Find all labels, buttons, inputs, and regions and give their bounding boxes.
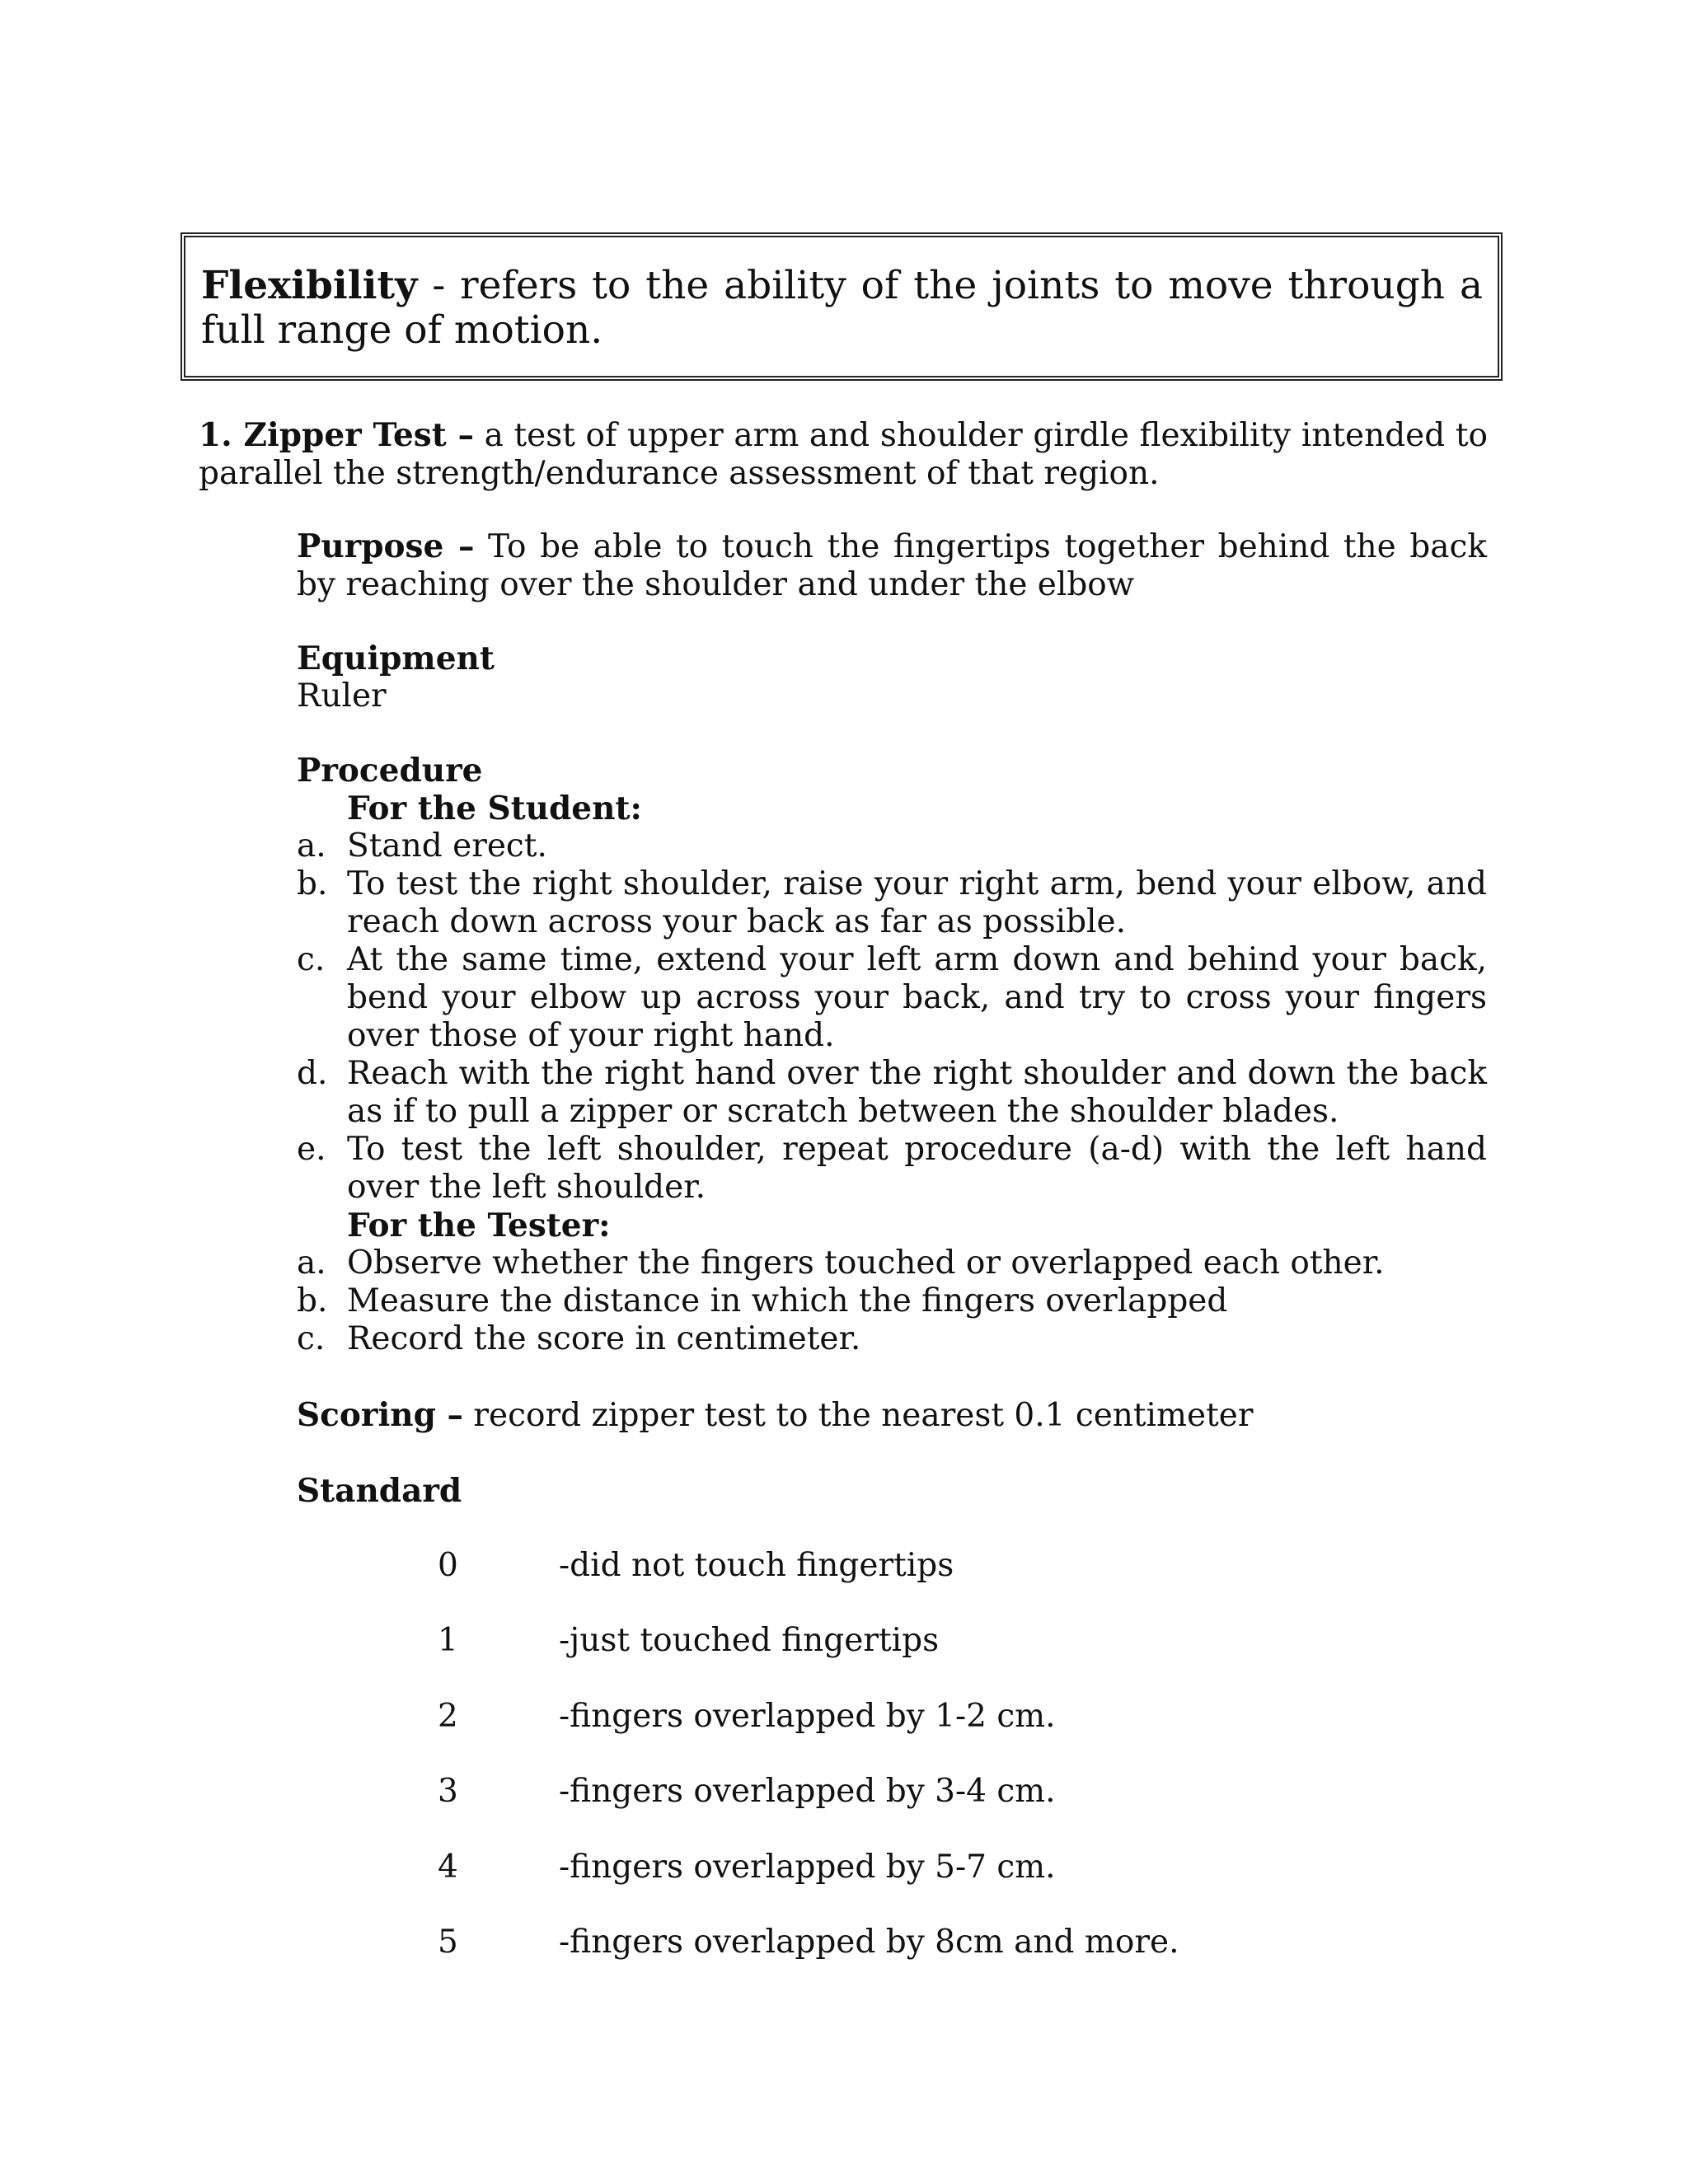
tester-label: For the Tester:	[347, 1207, 611, 1244]
test-description: a test of upper arm and shoulder girdle flexibility intended to parallel the strength/endurance assessment of that region.	[199, 417, 1488, 492]
standard-description: -did not touch fingertips	[559, 1547, 954, 1584]
standard-score: 4	[438, 1849, 458, 1886]
definition-text: - refers to the ability of the joints to move through a full range of motion.	[201, 263, 1483, 353]
procedure-label: Procedure	[297, 752, 483, 790]
equipment-label: Equipment	[297, 640, 495, 677]
step-text: Record the score in centimeter.	[347, 1320, 861, 1357]
standard-score: 1	[438, 1622, 458, 1659]
step-text: To test the right shoulder, raise your right arm, bend your elbow, and reach down across your back as far as possible.	[347, 865, 1487, 940]
definition-term: Flexibility	[201, 263, 418, 308]
purpose-label: Purpose –	[297, 527, 475, 565]
list-marker: e.	[297, 1131, 326, 1168]
list-item	[297, 941, 1487, 1055]
student-label: For the Student:	[347, 790, 642, 827]
zipper-test-heading	[199, 416, 1488, 493]
test-title: 1. Zipper Test –	[199, 416, 475, 454]
list-item	[297, 1320, 1487, 1358]
purpose-text: To be able to touch the fingertips together behind the back by reaching over the shoulder and under the elbow	[297, 528, 1487, 603]
step-text: Observe whether the fingers touched or overlapped each other.	[347, 1244, 1385, 1282]
list-item	[297, 1244, 1487, 1282]
scoring-text: record zipper test to the nearest 0.1 centimeter	[463, 1397, 1254, 1434]
step-text: At the same time, extend your left arm down and behind your back, bend your elbow up across your back, and try to cross your fingers over those of your right hand.	[347, 941, 1487, 1054]
standard-description: -fingers overlapped by 5-7 cm.	[559, 1849, 1056, 1886]
standard-description: -fingers overlapped by 3-4 cm.	[559, 1773, 1056, 1810]
standard-score: 5	[438, 1924, 458, 1961]
list-marker: a.	[297, 1244, 326, 1282]
scoring-label: Scoring –	[297, 1396, 463, 1434]
definition-box	[181, 232, 1503, 381]
list-marker: d.	[297, 1055, 328, 1092]
standard-description: -fingers overlapped by 1-2 cm.	[559, 1698, 1056, 1735]
step-text: Stand erect.	[347, 827, 547, 865]
standard-description: -fingers overlapped by 8cm and more.	[559, 1924, 1179, 1961]
standard-description: -just touched fingertips	[559, 1622, 940, 1659]
step-text: To test the left shoulder, repeat procedure (a-d) with the left hand over the left shoulder.	[347, 1131, 1487, 1206]
list-item	[297, 1282, 1487, 1320]
purpose-paragraph	[297, 527, 1487, 604]
standard-label: Standard	[297, 1472, 462, 1510]
standard-score: 3	[438, 1773, 458, 1810]
definition-paragraph	[201, 264, 1483, 353]
list-marker: c.	[297, 1320, 326, 1357]
list-marker: c.	[297, 941, 326, 978]
list-marker: a.	[297, 827, 326, 865]
equipment-text: Ruler	[297, 677, 387, 715]
list-marker: b.	[297, 865, 328, 902]
list-item	[297, 865, 1487, 941]
standard-score: 2	[438, 1698, 458, 1735]
list-marker: b.	[297, 1282, 328, 1319]
step-text: Reach with the right hand over the right shoulder and down the back as if to pull a zipper or scratch between the shoulder blades.	[347, 1055, 1487, 1130]
standard-score: 0	[438, 1547, 458, 1584]
scoring-paragraph	[297, 1396, 1487, 1435]
list-item	[297, 1055, 1487, 1131]
student-steps-list	[297, 827, 1487, 1207]
tester-steps-list	[297, 1244, 1487, 1358]
list-item	[297, 827, 1487, 865]
step-text: Measure the distance in which the fingers overlapped	[347, 1282, 1228, 1319]
list-item	[297, 1131, 1487, 1207]
